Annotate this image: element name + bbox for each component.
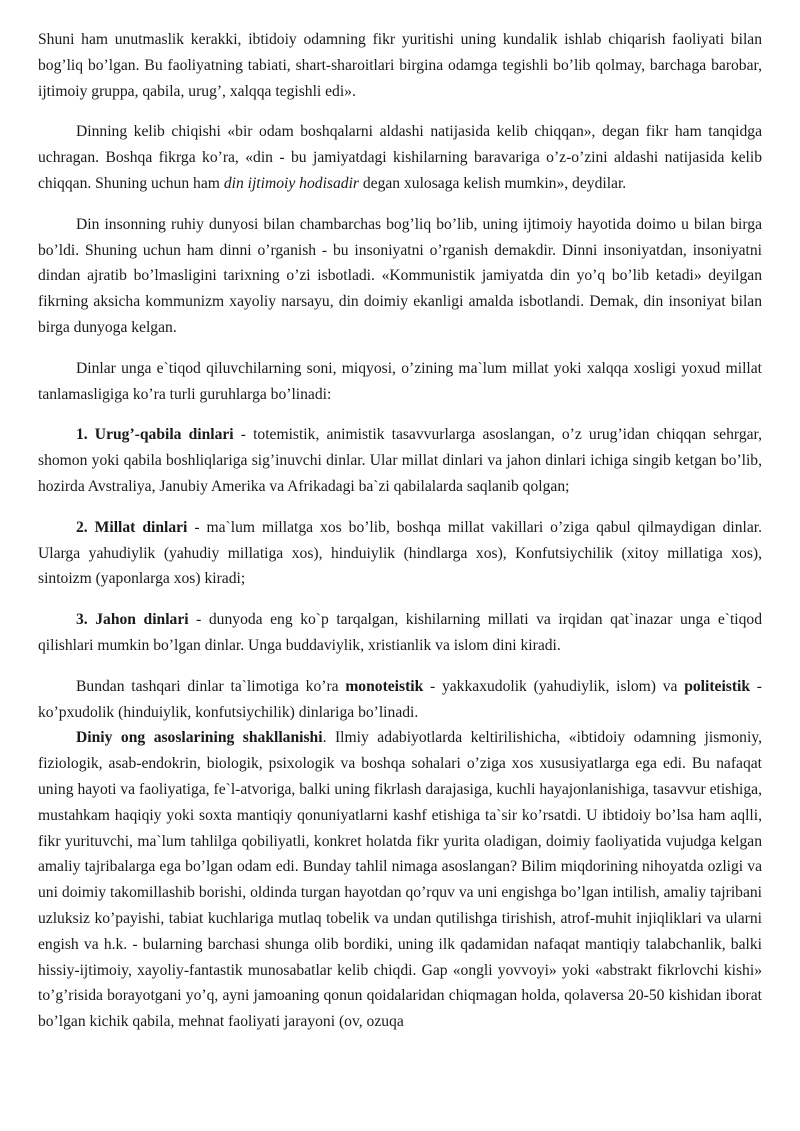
list-item-national-religions — [38, 515, 762, 592]
paragraph-2 — [38, 119, 762, 196]
p8-text-b: - yakkaxudolik (yahudiylik, islom) va — [423, 677, 685, 695]
p9-text: . Ilmiy adabiyotlarda keltirilishicha, «ibtidoiy odamning jismoniy, fiziologik, asab-endokrin, biologik, psixologik va boshqa sohalari o’ziga xos xususiyatlarga ega edi. Bu nafaqat uning hayoti va faoliyatiga, fe`l-atvoriga, balki uning fikrlash darajasiga, kuchli hayajonlanishiga, tasavvur etishiga, mustahkam haqiqiy yoki soxta mantiqiy qonuniyatlarni kashf etishiga ta`sir ko’rsatdi. U ibtidoiy bo’lsa ham aqlli, fikr yurituvchi, ma`lum tahlilga qobiliyatli, konkret holatda fikr yurita oladigan, doimiy faoliyatida vujudga kelgan amaliy tajribalarga ega bo’lgan odam edi. Bunday tahlil nimaga asoslangan? Bilim miqdorining nihoyatda ozligi va uni doimiy takomillashib borishi, oldinda turgan hayotdan qo’rquv va uni engishga bo’lgan intilish, amaliy tajribani uzluksiz ko’payishi, tabiat kuchlariga mutlaq tobelik va undan qutilishga tirishish, atrof-muhit injiqliklari va ularni engish va h.k. - bularning barchasi shunga olib bordiki, uning ilk qadamidan nafaqat mantiqiy talabchanlik, balki hissiy-ijtimoiy, xayoliy-fantastik munosabatlar kelib chiqdi. Gap «ongli yovvoyi» yoki «abstrakt fikrlovchi kishi» to’g’risida borayotgani yo’q, ayni jamoaning qonun qoidalaridan chiqmagan holda, qolaversa 20-50 kishidan iborat bo’lgan kichik qabila, mehnat faoliyati jarayoni (ov, ozuqa — [38, 729, 762, 1031]
p8-bold-monoteistik: monoteistik — [345, 677, 424, 695]
p3-text: Din insonning ruhiy dunyosi bilan chambarchas bog’liq bo’lib, uning ijtimoiy hayotida doimo u bilan birga bo’ldi. Shuning uchun ham dinni o’rganish - bu insoniyatni o’rganish demakdir. Dinni insoniyatdan, insoniyatni dindan ajratib bo’lmasligini tarixning o’zi isbotladi. «Kommunistik jamiyatda din yo’q bo’lib ketadi» deyilgan fikrning aksicha kommunizm xayoliy narsayu, din doimiy ekanligi amalda isbotlandi. Demak, din insoniyat bilan birga dunyoga kelgan. — [38, 215, 762, 336]
paragraph-8 — [38, 674, 762, 726]
p8-text-c: - ko’pxudolik (hinduiylik, konfutsiychilik) dinlariga bo’linadi. — [38, 677, 763, 721]
p9-heading: Diniy ong asoslarining shakllanishi — [76, 729, 323, 747]
p5-text: - totemistik, animistik tasavvurlarga asoslangan, o’z urug’idan chiqqan sehrgar, shomon yoki qabila boshliqlariga sig’inuvchi dinlar. Ular millat dinlari va jahon dinlari ichiga singib ketgan bo’lib, hozirda Avstraliya, Janubiy Amerika va Afrikadagi ba`zi qabilalarda saqlanib qolgan; — [38, 426, 762, 495]
p2-italic-phrase: din ijtimoiy hodisadir — [223, 174, 359, 192]
p8-text-a: Bundan tashqari dinlar ta`limotiga ko’ra — [76, 677, 346, 695]
section-religious-consciousness — [38, 725, 762, 1035]
list-item-clan-tribal-religions — [38, 422, 762, 499]
paragraph-1 — [38, 27, 762, 104]
p8-bold-politeistik: politeistik — [684, 677, 751, 695]
paragraph-4 — [38, 356, 762, 408]
p2-text-a: Dinning kelib chiqishi «bir odam boshqalarni aldashi natijasida kelib chiqqan», degan fikr ham tanqidga uchragan. Boshqa fikrga ko’ra, «din - bu jamiyatdagi kishilarning baravariga o’z-o’zini aldashi natijasida kelib chiqqan. Shuning uchun ham — [38, 123, 762, 192]
p6-heading: 2. Millat dinlari — [76, 518, 188, 536]
p5-heading: 1. Urug’-qabila dinlari — [76, 426, 234, 444]
list-item-world-religions — [38, 607, 762, 659]
p7-text: - dunyoda eng ko`p tarqalgan, kishilarning millati va irqidan qat`inazar unga e`tiqod qilishlari mumkin bo’lgan dinlar. Unga buddaviylik, xristianlik va islom dini kiradi. — [38, 611, 762, 654]
paragraph-3 — [38, 212, 762, 341]
p4-text: Dinlar unga e`tiqod qiluvchilarning soni, miqyosi, o’zining ma`lum millat yoki xalqqa xosligi yoxud millat tanlamasligiga ko’ra turli guruhlarga bo’linadi: — [38, 359, 762, 403]
p6-text: - ma`lum millatga xos bo’lib, boshqa millat vakillari o’ziga qabul qilmaydigan dinlar. Ularga yahudiylik (yahudiy millatiga xos), hinduiylik (hindlarga xos), Konfutsiychilik (xitoy millatiga xos), sintoizm (yaponlarga xos) kiradi; — [38, 518, 762, 588]
p7-heading: 3. Jahon dinlari — [76, 611, 189, 629]
p1-text: Shuni ham unutmaslik kerakki, ibtidoiy odamning fikr yuritishi uning kundalik ishlab chiqarish faoliyati bilan bog’liq bo’lgan. Bu faoliyatning tabiati, shart-sharoitlari birgina odamga tegishli bo’lib qolmay, barchaga barobar, ijtimoiy gruppa, qabila, urug’, xalqqa tegishli edi». — [38, 31, 762, 100]
p2-text-b: degan xulosaga kelish mumkin», deydilar. — [358, 174, 627, 192]
